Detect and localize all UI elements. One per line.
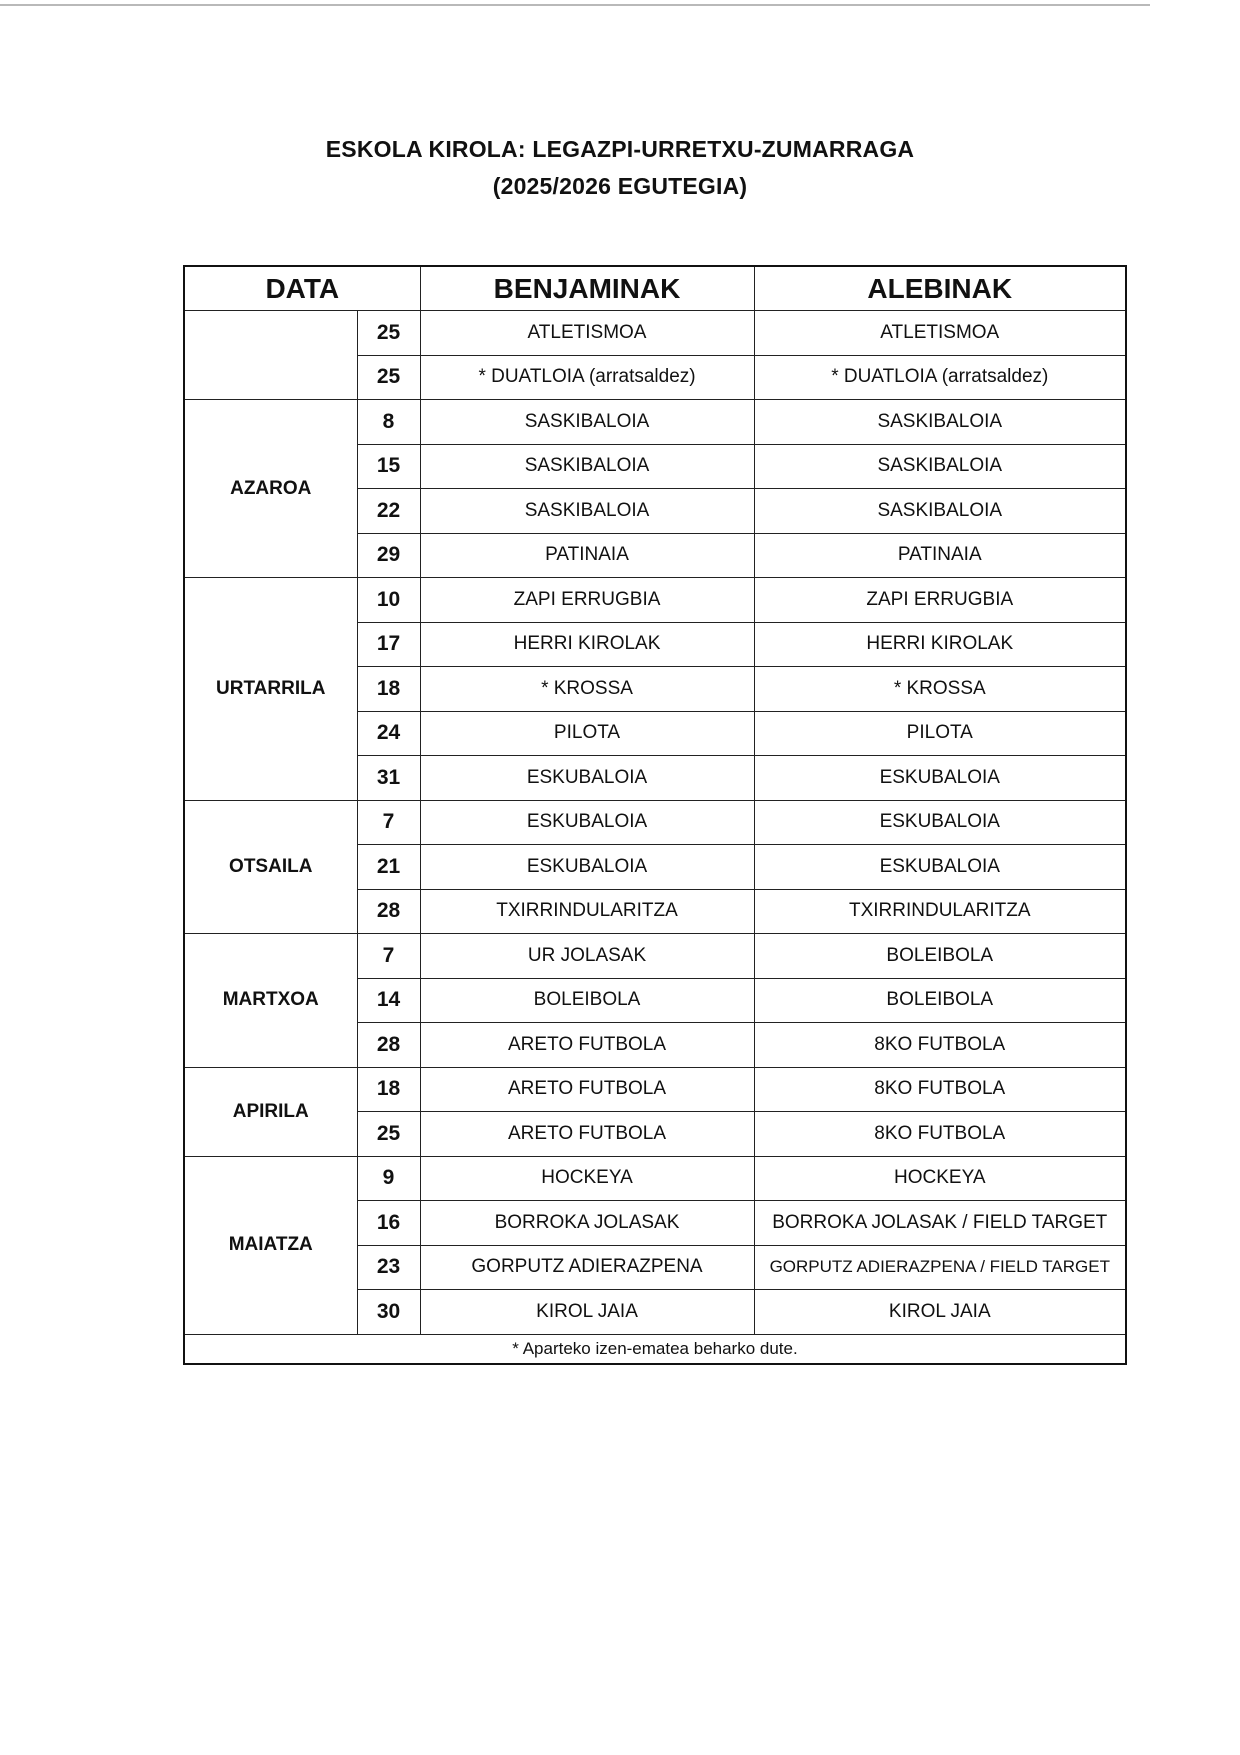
- day-cell: 15: [357, 444, 420, 489]
- alebinak-activity-cell: KIROL JAIA: [754, 1290, 1126, 1335]
- alebinak-activity-cell: SASKIBALOIA: [754, 444, 1126, 489]
- benjaminak-activity-cell: SASKIBALOIA: [420, 444, 754, 489]
- benjaminak-activity-cell: HOCKEYA: [420, 1156, 754, 1201]
- alebinak-activity-cell: SASKIBALOIA: [754, 400, 1126, 445]
- benjaminak-activity-cell: * KROSSA: [420, 667, 754, 712]
- month-cell: MARTXOA: [184, 934, 357, 1068]
- day-cell: 21: [357, 845, 420, 890]
- day-cell: 8: [357, 400, 420, 445]
- alebinak-activity-cell: * DUATLOIA (arratsaldez): [754, 355, 1126, 400]
- day-cell: 28: [357, 889, 420, 934]
- footnote-row: [184, 1334, 1126, 1364]
- alebinak-activity-cell: TXIRRINDULARITZA: [754, 889, 1126, 934]
- day-cell: 7: [357, 934, 420, 979]
- table-row: [184, 400, 1126, 445]
- header-row: [184, 266, 1126, 311]
- benjaminak-activity-cell: PILOTA: [420, 711, 754, 756]
- day-cell: 25: [357, 311, 420, 356]
- month-cell: OTSAILA: [184, 800, 357, 934]
- month-cell: AZAROA: [184, 400, 357, 578]
- day-cell: 22: [357, 489, 420, 534]
- scan-edge-line: [0, 4, 1150, 6]
- alebinak-activity-cell: ESKUBALOIA: [754, 756, 1126, 801]
- alebinak-activity-cell: ESKUBALOIA: [754, 800, 1126, 845]
- benjaminak-activity-cell: GORPUTZ ADIERAZPENA: [420, 1245, 754, 1290]
- alebinak-activity-cell: 8KO FUTBOLA: [754, 1023, 1126, 1068]
- header-alebinak: ALEBINAK: [754, 266, 1126, 311]
- table-row: [184, 1067, 1126, 1112]
- header-benjaminak: BENJAMINAK: [420, 266, 754, 311]
- month-cell: URTARRILA: [184, 578, 357, 801]
- alebinak-activity-cell: GORPUTZ ADIERAZPENA / FIELD TARGET: [754, 1245, 1126, 1290]
- benjaminak-activity-cell: TXIRRINDULARITZA: [420, 889, 754, 934]
- day-cell: 24: [357, 711, 420, 756]
- alebinak-activity-cell: SASKIBALOIA: [754, 489, 1126, 534]
- day-cell: 18: [357, 1067, 420, 1112]
- benjaminak-activity-cell: ARETO FUTBOLA: [420, 1112, 754, 1157]
- day-cell: 30: [357, 1290, 420, 1335]
- benjaminak-activity-cell: HERRI KIROLAK: [420, 622, 754, 667]
- footnote: * Aparteko izen-ematea beharko dute.: [184, 1334, 1126, 1364]
- day-cell: 25: [357, 1112, 420, 1157]
- document-subtitle: (2025/2026 EGUTEGIA): [492, 173, 748, 199]
- day-cell: 23: [357, 1245, 420, 1290]
- alebinak-activity-cell: ZAPI ERRUGBIA: [754, 578, 1126, 623]
- benjaminak-activity-cell: ATLETISMOA: [420, 311, 754, 356]
- day-cell: 9: [357, 1156, 420, 1201]
- day-cell: 10: [357, 578, 420, 623]
- alebinak-activity-cell: PILOTA: [754, 711, 1126, 756]
- month-cell: MAIATZA: [184, 1156, 357, 1334]
- day-cell: 7: [357, 800, 420, 845]
- alebinak-activity-cell: ATLETISMOA: [754, 311, 1126, 356]
- day-cell: 18: [357, 667, 420, 712]
- header-data: DATA: [184, 266, 420, 311]
- benjaminak-activity-cell: ESKUBALOIA: [420, 845, 754, 890]
- month-cell: [184, 311, 357, 400]
- month-cell: APIRILA: [184, 1067, 357, 1156]
- day-cell: 31: [357, 756, 420, 801]
- table-row: [184, 800, 1126, 845]
- alebinak-activity-cell: BOLEIBOLA: [754, 978, 1126, 1023]
- benjaminak-activity-cell: PATINAIA: [420, 533, 754, 578]
- benjaminak-activity-cell: SASKIBALOIA: [420, 489, 754, 534]
- benjaminak-activity-cell: ARETO FUTBOLA: [420, 1067, 754, 1112]
- calendar-table: [183, 265, 1127, 1365]
- day-cell: 16: [357, 1201, 420, 1246]
- alebinak-activity-cell: BORROKA JOLASAK / FIELD TARGET: [754, 1201, 1126, 1246]
- table-row: [184, 311, 1126, 356]
- calendar-body: [184, 311, 1126, 1335]
- day-cell: 25: [357, 355, 420, 400]
- alebinak-activity-cell: HERRI KIROLAK: [754, 622, 1126, 667]
- alebinak-activity-cell: BOLEIBOLA: [754, 934, 1126, 979]
- table-row: [184, 578, 1126, 623]
- benjaminak-activity-cell: ARETO FUTBOLA: [420, 1023, 754, 1068]
- benjaminak-activity-cell: ESKUBALOIA: [420, 800, 754, 845]
- day-cell: 14: [357, 978, 420, 1023]
- day-cell: 29: [357, 533, 420, 578]
- day-cell: 17: [357, 622, 420, 667]
- benjaminak-activity-cell: BOLEIBOLA: [420, 978, 754, 1023]
- benjaminak-activity-cell: KIROL JAIA: [420, 1290, 754, 1335]
- alebinak-activity-cell: PATINAIA: [754, 533, 1126, 578]
- benjaminak-activity-cell: ESKUBALOIA: [420, 756, 754, 801]
- table-row: [184, 1156, 1126, 1201]
- benjaminak-activity-cell: SASKIBALOIA: [420, 400, 754, 445]
- benjaminak-activity-cell: ZAPI ERRUGBIA: [420, 578, 754, 623]
- alebinak-activity-cell: * KROSSA: [754, 667, 1126, 712]
- benjaminak-activity-cell: BORROKA JOLASAK: [420, 1201, 754, 1246]
- table-row: [184, 934, 1126, 979]
- day-cell: 28: [357, 1023, 420, 1068]
- benjaminak-activity-cell: UR JOLASAK: [420, 934, 754, 979]
- alebinak-activity-cell: ESKUBALOIA: [754, 845, 1126, 890]
- document-title: ESKOLA KIROLA: LEGAZPI-URRETXU-ZUMARRAGA: [325, 136, 915, 162]
- alebinak-activity-cell: HOCKEYA: [754, 1156, 1126, 1201]
- benjaminak-activity-cell: * DUATLOIA (arratsaldez): [420, 355, 754, 400]
- alebinak-activity-cell: 8KO FUTBOLA: [754, 1112, 1126, 1157]
- alebinak-activity-cell: 8KO FUTBOLA: [754, 1067, 1126, 1112]
